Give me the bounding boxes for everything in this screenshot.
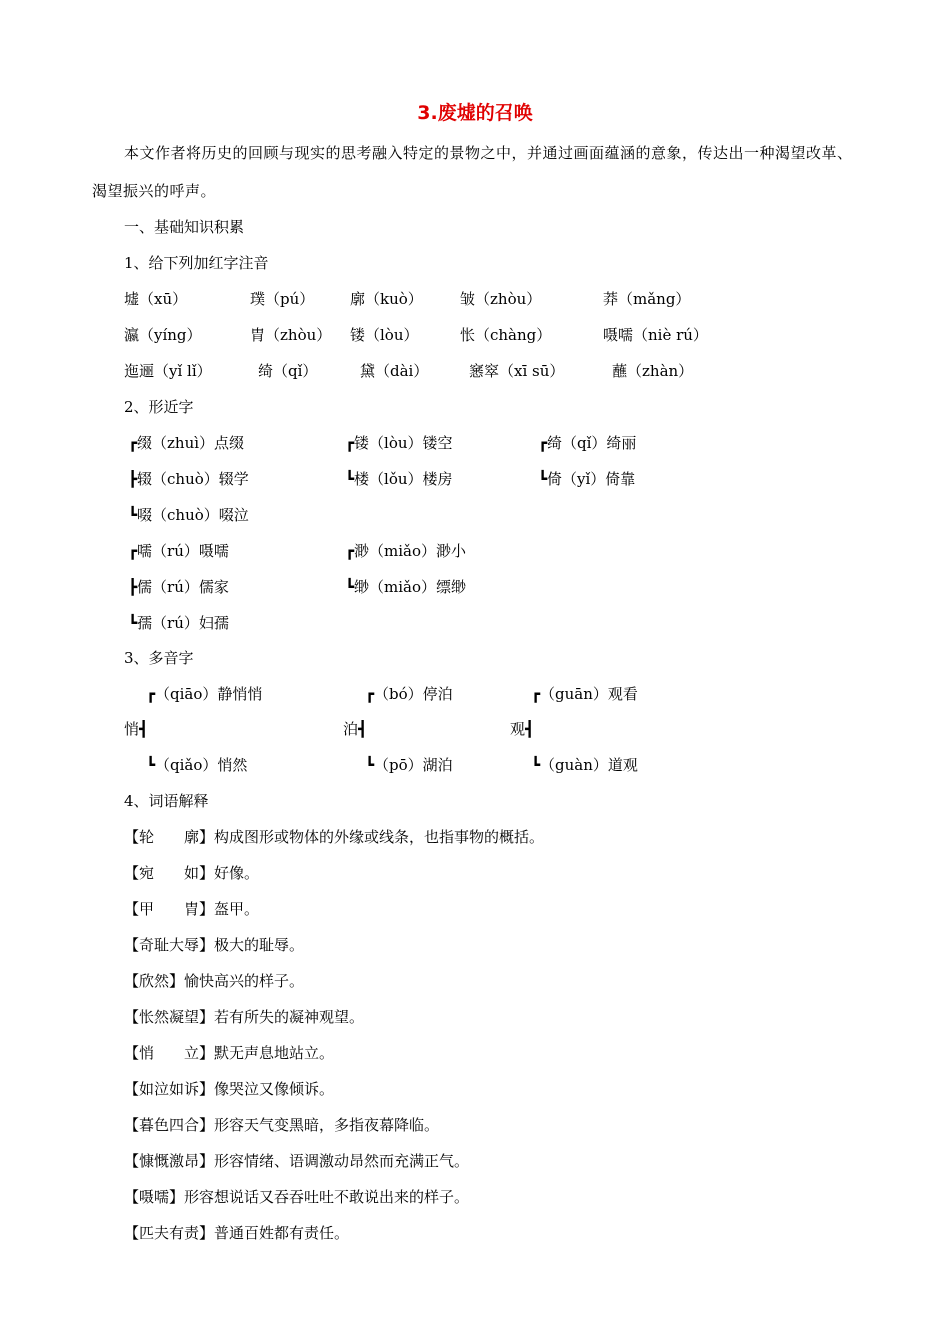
bracket-bottom-icon: ┗ [128, 614, 138, 632]
glossary-term: 【悄 立】 [124, 1044, 215, 1062]
bracket-top-icon: ┏ [345, 434, 355, 452]
pinyin-item: 瀛（yíng） [124, 326, 202, 344]
bracket-top-icon: ┏ [128, 434, 138, 452]
glossary-definition: 普通百姓都有责任。 [214, 1224, 350, 1242]
glossary-entry [124, 971, 304, 991]
bracket-mid-icon: ┣ [128, 470, 138, 488]
similar-char-item: ┏缀（zhuì）点缀 [128, 434, 245, 452]
bracket-top-icon: ┏ [128, 542, 138, 560]
pinyin-item: 迤逦（yǐ lǐ） [124, 362, 212, 380]
glossary-entry [124, 1079, 334, 1099]
bracket-bottom-icon: ┗ [365, 756, 375, 774]
glossary-entry [124, 899, 259, 919]
section-heading: 一、基础知识积累 [124, 218, 245, 236]
polyphone-reading: ┗（guàn）道观 [531, 756, 638, 774]
glossary-entry [124, 1151, 469, 1171]
page-title: 3.废墟的召唤 [417, 102, 533, 124]
glossary-definition: 好像。 [214, 864, 260, 882]
glossary-entry [124, 1187, 469, 1207]
glossary-definition: 像哭泣又像倾诉。 [214, 1080, 335, 1098]
polyphone-reading: ┏（qiāo）静悄悄 [146, 685, 263, 703]
pinyin-item: 皱（zhòu） [460, 290, 542, 308]
bracket-bottom-icon: ┗ [538, 470, 548, 488]
pinyin-item: 墟（xū） [124, 290, 188, 308]
similar-char-item: ┏嚅（rú）嗫嚅 [128, 542, 229, 560]
glossary-term: 【如泣如诉】 [124, 1080, 215, 1098]
pinyin-item: 璞（pú） [250, 290, 315, 308]
q2-heading: 2、形近字 [124, 398, 194, 416]
glossary-definition: 构成图形或物体的外缘或线条，也指事物的概括。 [214, 828, 545, 846]
q1-heading: 1、给下列加红字注音 [124, 254, 269, 272]
polyphone-char: 泊┫ [343, 720, 368, 738]
similar-char-item: ┣辍（chuò）辍学 [128, 470, 249, 488]
similar-char-item: ┏镂（lòu）镂空 [345, 434, 453, 452]
polyphone-char: 悄┫ [124, 720, 149, 738]
glossary-entry [124, 935, 304, 955]
glossary-definition: 默无声息地站立。 [214, 1044, 335, 1062]
polyphone-reading: ┗（pō）湖泊 [365, 756, 453, 774]
polyphone-reading: ┗（qiǎo）悄然 [146, 756, 248, 774]
q3-heading: 3、多音字 [124, 649, 194, 667]
glossary-entry [124, 1115, 439, 1135]
bracket-mid-icon: ┣ [128, 578, 138, 596]
glossary-term: 【怅然凝望】 [124, 1008, 215, 1026]
glossary-term: 【轮 廓】 [124, 828, 215, 846]
glossary-definition: 若有所失的凝神观望。 [214, 1008, 365, 1026]
glossary-term: 【慷慨激昂】 [124, 1152, 215, 1170]
similar-char-item: ┗啜（chuò）啜泣 [128, 506, 249, 524]
pinyin-item: 绮（qǐ） [258, 362, 318, 380]
bracket-top-icon: ┏ [146, 685, 156, 703]
glossary-definition: 极大的耻辱。 [214, 936, 305, 954]
pinyin-item: 黛（dài） [360, 362, 429, 380]
pinyin-item: 蘸（zhàn） [612, 362, 694, 380]
pinyin-item: 廓（kuò） [350, 290, 423, 308]
glossary-term: 【奇耻大辱】 [124, 936, 215, 954]
glossary-entry [124, 1043, 334, 1063]
pinyin-item: 怅（chàng） [460, 326, 552, 344]
bracket-bottom-icon: ┗ [146, 756, 156, 774]
polyphone-reading: ┏（guān）观看 [531, 685, 638, 703]
similar-char-item: ┏绮（qǐ）绮丽 [538, 434, 637, 452]
similar-char-item: ┗孺（rú）妇孺 [128, 614, 229, 632]
glossary-entry [124, 863, 259, 883]
glossary-definition: 形容天气变黑暗，多指夜幕降临。 [214, 1116, 440, 1134]
similar-char-item: ┏渺（miǎo）渺小 [345, 542, 467, 560]
bracket-join-icon: ┫ [525, 720, 535, 738]
glossary-definition: 盔甲。 [214, 900, 260, 918]
pinyin-item: 胄（zhòu） [250, 326, 332, 344]
glossary-definition: 形容想说话又吞吞吐吐不敢说出来的样子。 [184, 1188, 470, 1206]
pinyin-item: 莽（mǎng） [603, 290, 691, 308]
polyphone-char: 观┫ [510, 720, 535, 738]
glossary-term: 【暮色四合】 [124, 1116, 215, 1134]
bracket-join-icon: ┫ [358, 720, 368, 738]
pinyin-item: 窸窣（xī sū） [469, 362, 565, 380]
bracket-top-icon: ┏ [531, 685, 541, 703]
glossary-term: 【匹夫有责】 [124, 1224, 215, 1242]
glossary-term: 【欣然】 [124, 972, 185, 990]
similar-char-item: ┗楼（lǒu）楼房 [345, 470, 453, 488]
similar-char-item: ┗倚（yǐ）倚靠 [538, 470, 636, 488]
pinyin-item: 镂（lòu） [350, 326, 419, 344]
bracket-top-icon: ┏ [538, 434, 548, 452]
polyphone-reading: ┏（bó）停泊 [365, 685, 453, 703]
similar-char-item: ┣儒（rú）儒家 [128, 578, 229, 596]
glossary-definition: 愉快高兴的样子。 [184, 972, 305, 990]
bracket-top-icon: ┏ [345, 542, 355, 560]
glossary-entry [124, 1007, 364, 1027]
glossary-entry [124, 1223, 349, 1243]
bracket-bottom-icon: ┗ [345, 578, 355, 596]
pinyin-item: 嗫嚅（niè rú） [603, 326, 708, 344]
glossary-term: 【嗫嚅】 [124, 1188, 185, 1206]
bracket-bottom-icon: ┗ [345, 470, 355, 488]
glossary-definition: 形容情绪、语调激动昂然而充满正气。 [214, 1152, 470, 1170]
glossary-term: 【甲 胄】 [124, 900, 215, 918]
bracket-join-icon: ┫ [139, 720, 149, 738]
q4-heading: 4、词语解释 [124, 792, 209, 810]
bracket-bottom-icon: ┗ [128, 506, 138, 524]
glossary-term: 【宛 如】 [124, 864, 215, 882]
similar-char-item: ┗缈（miǎo）缥缈 [345, 578, 467, 596]
bracket-bottom-icon: ┗ [531, 756, 541, 774]
intro-paragraph: 本文作者将历史的回顾与现实的思考融入特定的景物之中，并通过画面蕴涵的意象，传达出一种渴望改革、渴望振兴的呼声。 [92, 144, 853, 200]
bracket-top-icon: ┏ [365, 685, 375, 703]
glossary-entry [124, 827, 544, 847]
